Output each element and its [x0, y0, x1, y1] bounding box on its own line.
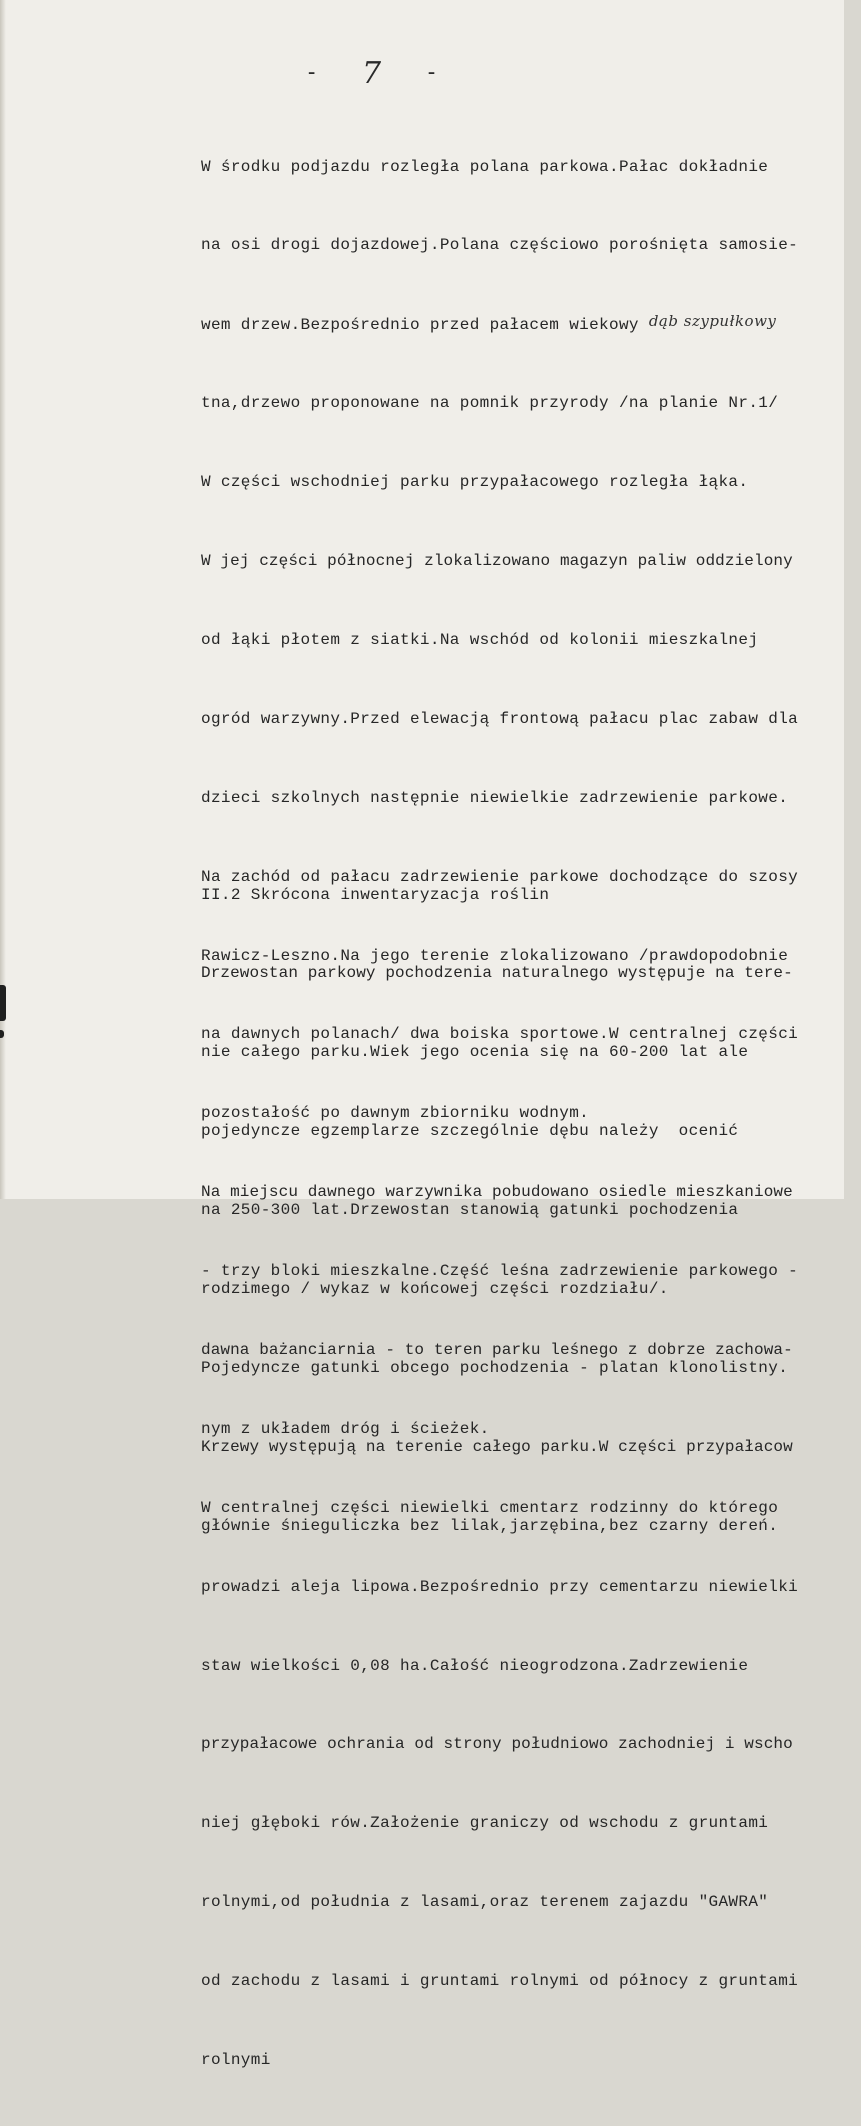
text-line: nym z układem dróg i ścieżek. [201, 1419, 490, 1438]
text-line: Drzewostan parkowy pochodzenia naturalnego występuje na tere- [201, 964, 793, 983]
text-line: Krzewy występują na terenie całego parku.W części przypałacow [201, 1437, 793, 1456]
text-line: pozostałość po dawnym zbiorniku wodnym. [201, 1104, 590, 1123]
text-line: od łąki płotem z siatki.Na wschód od kolonii mieszkalnej [201, 630, 759, 649]
binder-hole-mark-small [0, 1030, 4, 1038]
text-line: pojedyncze egzemplarze szczególnie dębu należy ocenić [201, 1122, 739, 1141]
page-number-value: 7 [362, 56, 383, 91]
text-line-segment: wem drzew.Bezpośrednio przed pałacem wiekowy [201, 316, 639, 335]
text-line: tna,drzewo proponowane na pomnik przyrody /na planie Nr.1/ [201, 394, 779, 413]
text-line: nie całego parku.Wiek jego ocenia się na 60-200 lat ale [201, 1043, 749, 1062]
page-number-right-dash: - [424, 60, 440, 85]
text-line: ogród warzywny.Przed elewacją frontową pałacu plac zabaw dla [201, 709, 799, 728]
text-line: na 250-300 lat.Drzewostan stanowią gatunki pochodzenia [201, 1201, 739, 1220]
text-line: W jej części północnej zlokalizowano magazyn paliw oddzielony [201, 552, 793, 571]
handwritten-insert: dąb szypułkowy [648, 312, 777, 331]
text-line: Na miejscu dawnego warzywnika pobudowano osiedle mieszkaniowe [201, 1183, 793, 1202]
text-line: dzieci szkolnych następnie niewielkie zadrzewienie parkowe. [201, 788, 789, 807]
section-2-text [201, 829, 861, 1592]
text-line: na osi drogi dojazdowej.Polana częściowo porośnięta samosie- [201, 236, 799, 255]
text-line: prowadzi aleja lipowa.Bezpośrednio przy cementarzu niewielki [201, 1577, 799, 1596]
section-heading: II.2 Skrócona inwentaryzacja roślin [201, 885, 550, 904]
text-line: niej głęboki rów.Założenie graniczy od wschodu z gruntami [201, 1814, 769, 1833]
text-line: staw wielkości 0,08 ha.Całość nieogrodzona.Zadrzewienie [201, 1656, 749, 1675]
text-line: W części wschodniej parku przypałacowego rozległa łąka. [201, 473, 749, 492]
text-line: od zachodu z lasami i gruntami rolnymi od północy z gruntami [201, 1972, 799, 1991]
page-number-left-dash: - [305, 60, 320, 85]
text-line: głównie śnieguliczka bez lilak,jarzębina,bez czarny dereń. [201, 1516, 779, 1535]
text-line: rolnymi,od południa z lasami,oraz terenem zajazdu "GAWRA" [201, 1893, 769, 1912]
text-line: rodzimego / wykaz w końcowej części rozdziału/. [201, 1280, 669, 1299]
text-line: - trzy bloki mieszkalne.Część leśna zadrzewienie parkowego - [201, 1262, 799, 1281]
text-line: Pojedyncze gatunki obcego pochodzenia - platan klonolistny. [201, 1358, 789, 1377]
binder-hole-mark [0, 985, 6, 1021]
text-line: Na zachód od pałacu zadrzewienie parkowe dochodzące do szosy [201, 867, 799, 886]
page-number [305, 52, 440, 91]
text-line: dawna bażanciarnia - to teren parku leśnego z dobrze zachowa- [201, 1340, 793, 1359]
text-line: na dawnych polanach/ dwa boiska sportowe.W centralnej części [201, 1025, 799, 1044]
text-line: Rawicz-Leszno.Na jego terenie zlokalizowano /prawdopodobnie [201, 946, 789, 965]
text-line-with-handwriting [201, 311, 861, 337]
text-line: przypałacowe ochrania od strony południowo zachodniej i wscho [201, 1735, 793, 1754]
text-line: W środku podjazdu rozległa polana parkowa.Pałac dokładnie [201, 157, 769, 176]
text-line: rolnymi [201, 2050, 271, 2069]
text-line: W centralnej części niewielki cmentarz rodzinny do którego [201, 1498, 779, 1517]
